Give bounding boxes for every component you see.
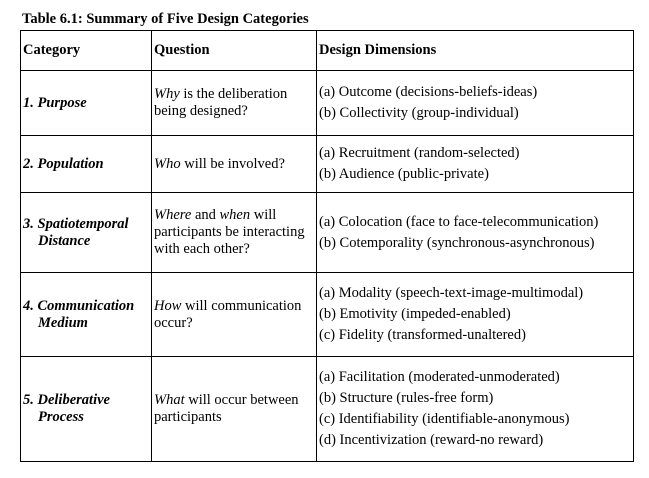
table-row	[21, 136, 634, 193]
header-design-dimensions: Design Dimensions	[317, 31, 634, 71]
category-label: 1. Purpose	[23, 94, 87, 111]
category-cell	[21, 273, 152, 357]
header-category: Category	[21, 31, 152, 71]
question-cell	[152, 71, 317, 136]
question-keyword-secondary: when	[219, 207, 251, 223]
question-keyword: How	[154, 297, 182, 314]
dimension-item: (c) Fidelity (transformed-unaltered)	[319, 327, 526, 343]
design-categories-table	[20, 30, 634, 462]
dimensions-cell	[317, 71, 634, 136]
question-text: is the deliberation being designed?	[154, 86, 288, 119]
category-label: 2. Population	[23, 155, 104, 172]
dimension-item: (a) Outcome (decisions-beliefs-ideas)	[319, 84, 538, 100]
dimension-item: (b) Collectivity (group-individual)	[319, 105, 519, 121]
table-row	[21, 273, 634, 357]
dimension-item: (a) Recruitment (random-selected)	[319, 145, 520, 161]
category-cell	[21, 71, 152, 136]
category-label: 3. Spatiotemporal	[23, 215, 129, 232]
question-cell	[152, 136, 317, 193]
category-cell	[21, 357, 152, 462]
dimension-item: (b) Cotemporality (synchronous-asynchronous)	[319, 234, 595, 251]
table-row	[21, 357, 634, 462]
question-cell	[152, 193, 317, 273]
question-keyword: Who	[154, 155, 181, 172]
dimension-item: (b) Audience (public-private)	[319, 166, 489, 182]
dimensions-cell	[317, 193, 634, 273]
category-label-continued: Medium	[38, 314, 88, 331]
question-keyword: Why	[154, 86, 180, 102]
question-text: will participants be interacting with each other?	[154, 207, 305, 257]
header-question: Question	[152, 31, 317, 71]
question-text: will communication occur?	[154, 297, 302, 331]
question-keyword: What	[154, 392, 185, 408]
dimension-item: (a) Facilitation (moderated-unmoderated)	[319, 369, 560, 385]
dimension-item: (c) Identifiability (identifiable-anonymous)	[319, 411, 570, 427]
table-row	[21, 193, 634, 273]
dimension-item: (b) Emotivity (impeded-enabled)	[319, 306, 511, 322]
dimensions-cell	[317, 357, 634, 462]
dimension-item: (b) Structure (rules-free form)	[319, 390, 494, 406]
category-label: 5. Deliberative	[23, 392, 110, 408]
question-keyword: Where	[154, 207, 192, 223]
dimension-item: (d) Incentivization (reward-no reward)	[319, 432, 544, 448]
table-row	[21, 71, 634, 136]
category-label-continued: Process	[38, 409, 84, 425]
dimensions-cell	[317, 273, 634, 357]
category-label: 4. Communication	[23, 297, 135, 314]
dimension-item: (a) Colocation (face to face-telecommunication)	[319, 213, 599, 230]
question-text: will be involved?	[180, 155, 285, 172]
category-cell	[21, 136, 152, 193]
question-cell	[152, 357, 317, 462]
table-caption: Table 6.1: Summary of Five Design Categories	[22, 11, 309, 27]
dimension-item: (a) Modality (speech-text-image-multimodal)	[319, 285, 584, 301]
category-cell	[21, 193, 152, 273]
question-cell	[152, 273, 317, 357]
question-connector: and	[191, 207, 220, 223]
question-text: will occur between participants	[154, 392, 299, 425]
dimensions-cell	[317, 136, 634, 193]
table-header-row	[21, 31, 634, 71]
category-label-continued: Distance	[38, 232, 91, 249]
